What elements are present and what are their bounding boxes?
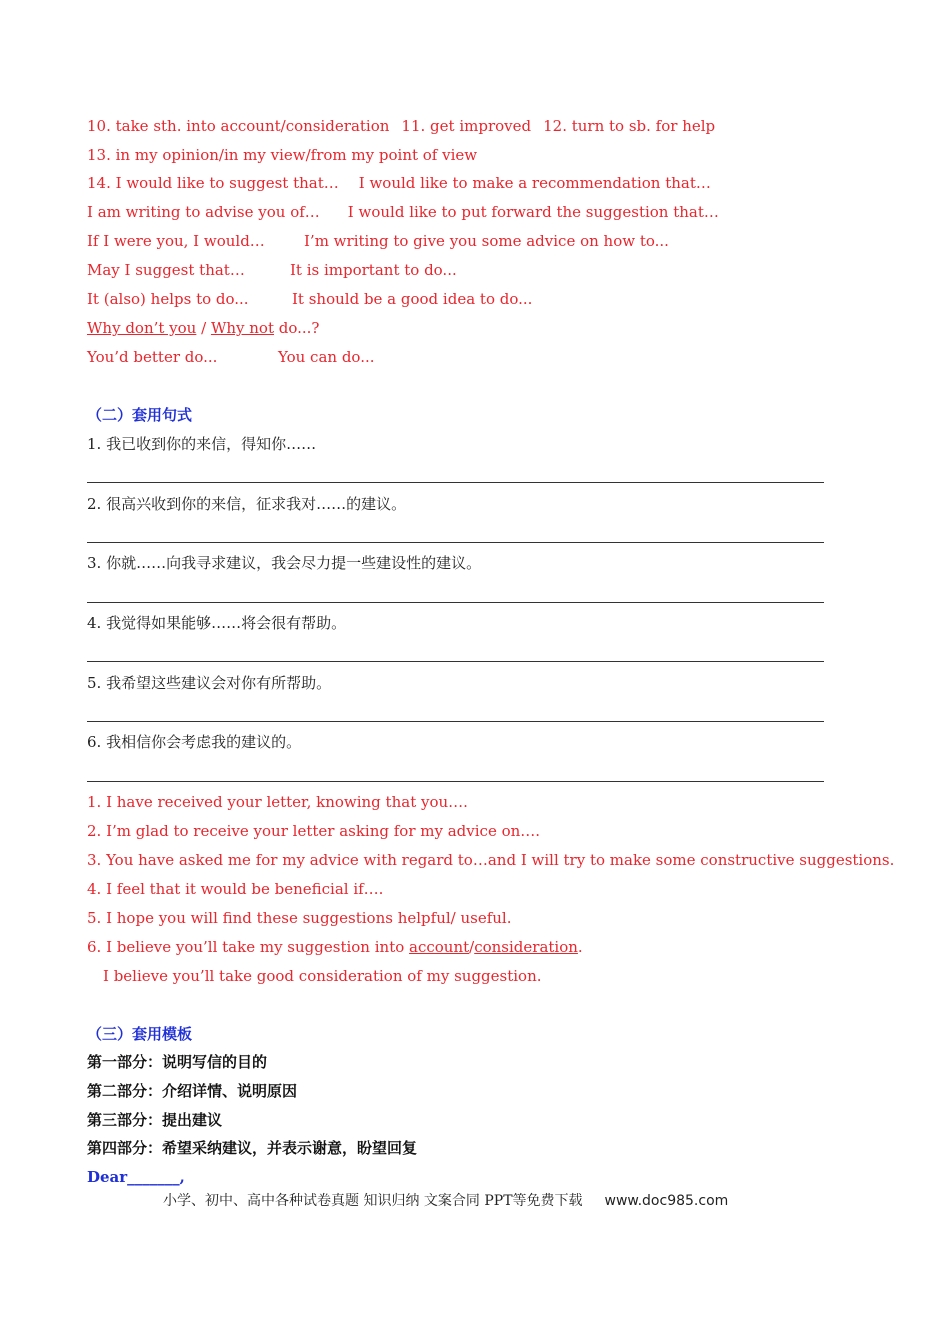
phrase-row-10-12 — [87, 116, 715, 136]
phrase-had-better: You’d better do... — [87, 348, 218, 366]
phrase-row-5 — [87, 231, 669, 251]
phrase-row-9 — [87, 347, 375, 367]
answer-6-text: 6. I believe you’ll take my suggestion into — [87, 938, 410, 956]
template-part-4: 第四部分：希望采纳建议，并表示谢意，盼望回复 — [87, 1139, 418, 1157]
answer-6-consideration: consideration — [474, 938, 578, 956]
phrase-row-4 — [87, 202, 719, 222]
phrase-12: 12. turn to sb. for help — [543, 117, 716, 135]
phrase-helps-to-do: It (also) helps to do... — [87, 290, 249, 308]
prompt-6: 6. 我相信你会考虑我的建议的。 — [87, 733, 302, 751]
phrase-13: 13. in my opinion/in my view/from my point of view — [87, 146, 478, 164]
phrase-10: 10. take sth. into account/consideration — [87, 117, 390, 135]
answer-6-alt: I believe you’ll take good consideration of my suggestion. — [103, 967, 542, 985]
template-part-3: 第三部分：提出建议 — [87, 1111, 223, 1129]
prompt-2: 2. 很高兴收到你的来信，征求我对……的建议。 — [87, 495, 407, 513]
phrase-slash: / — [196, 319, 211, 337]
answer-1: 1. I have received your letter, knowing that you…. — [87, 793, 468, 811]
prompt-3: 3. 你就……向我寻求建议，我会尽力提一些建设性的建议。 — [87, 554, 482, 572]
prompt-1: 1. 我已收到你的来信，得知你…… — [87, 435, 317, 453]
template-part-2: 第二部分：介绍详情、说明原因 — [87, 1082, 298, 1100]
footer-text: 小学、初中、高中各种试卷真题 知识归纳 文案合同 PPT等免费下载 — [163, 1193, 583, 1209]
answer-line-2 — [87, 542, 824, 543]
answer-3: 3. You have asked me for my advice with regard to…and I will try to make some constructive suggestions. — [87, 851, 895, 869]
page-footer — [163, 1191, 728, 1211]
answer-4: 4. I feel that it would be beneficial if…. — [87, 880, 384, 898]
phrase-give-advice: I’m writing to give you some advice on how to... — [304, 232, 669, 250]
phrase-row-6 — [87, 260, 457, 280]
phrase-14b: I would like to make a recommendation that… — [358, 174, 711, 192]
prompt-4: 4. 我觉得如果能够……将会很有帮助。 — [87, 614, 347, 632]
footer-url: www.doc985.com — [604, 1193, 729, 1209]
phrase-good-idea: It should be a good idea to do... — [292, 290, 533, 308]
section2-heading: （二）套用句式 — [87, 406, 193, 424]
phrase-do: do...? — [273, 319, 320, 337]
template-part-1: 第一部分：说明写信的目的 — [87, 1053, 268, 1071]
phrase-row-7 — [87, 289, 532, 309]
answer-line-5 — [87, 721, 824, 722]
phrase-why-not: Why not — [210, 319, 274, 337]
phrase-put-forward: I would like to put forward the suggestion that… — [347, 203, 719, 221]
phrase-row-8 — [87, 318, 319, 338]
prompt-5: 5. 我希望这些建议会对你有所帮助。 — [87, 674, 332, 692]
answer-line-3 — [87, 602, 824, 603]
phrase-14a: 14. I would like to suggest that… — [87, 174, 339, 192]
phrase-important: It is important to do... — [290, 261, 457, 279]
answer-6 — [87, 937, 583, 957]
phrase-can-do: You can do... — [278, 348, 375, 366]
phrase-if-i-were-you: If I were you, I would… — [87, 232, 265, 250]
phrase-advise: I am writing to advise you of… — [87, 203, 320, 221]
phrase-why-dont-you: Why don’t you — [87, 319, 197, 337]
answer-line-6 — [87, 781, 824, 782]
answer-line-1 — [87, 482, 824, 483]
answer-6-slash: / — [469, 938, 475, 956]
section3-heading: （三）套用模板 — [87, 1025, 193, 1043]
answer-5: 5. I hope you will find these suggestions helpful/ useful. — [87, 909, 512, 927]
salutation: Dear_______, — [87, 1168, 185, 1186]
phrase-11: 11. get improved — [401, 117, 532, 135]
answer-2: 2. I’m glad to receive your letter asking for my advice on…. — [87, 822, 541, 840]
answer-6-period: . — [577, 938, 583, 956]
phrase-row-14 — [87, 173, 711, 193]
answer-line-4 — [87, 661, 824, 662]
answer-6-account: account — [409, 938, 470, 956]
phrase-may-i-suggest: May I suggest that… — [87, 261, 245, 279]
